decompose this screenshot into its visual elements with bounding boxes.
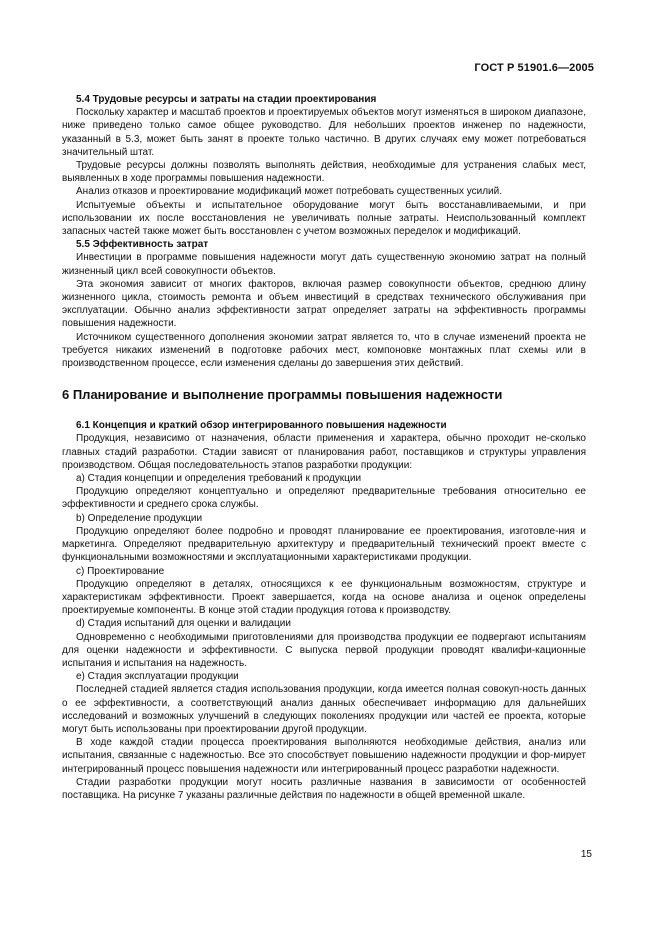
document-code-header: ГОСТ Р 51901.6—2005 (474, 62, 594, 74)
paragraph: Эта экономия зависит от многих факторов, включая размер совокупности объектов, среднюю длину жизненного цикла, стоимость ремонта и объем инвестиций в средствах технического обслуживания при эксплуатации. Обычно анализ эффективности затрат определяет затраты на эффективность программы повышения надежности. (62, 278, 586, 330)
stage-a-title: a) Стадия концепции и определения требований к продукции (76, 473, 362, 485)
paragraph: Испытуемые объекты и испытательное оборудование могут быть восстанавливаемыми, и при использовании их после восстановления не увеличивать полные затраты. Неиспользованный комплект запасных частей также может быть восстановлен с учетом возможных переделок и модификаций. (62, 199, 586, 238)
section-5-5-title: 5.5 Эффективность затрат (76, 239, 209, 251)
paragraph: Стадии разработки продукции могут носить различные названия в зависимости от особенностей поставщика. На рисунке 7 указаны различные действия по надежности в общей временной шкале. (62, 776, 586, 801)
paragraph: Источником существенного дополнения экономии затрат является то, что в случае изменений проекта не требуется никаких изменений в подготовке рабочих мест, компоновке монтажных плат схемы или в производственном процессе, если изменения сделаны до завершения этих действий. (62, 331, 586, 370)
stage-b-title: b) Определение продукции (76, 512, 203, 524)
paragraph: Одновременно с необходимыми приготовлениями для производства продукции ее подвергают испытаниям для оценки надежности и эффективности. С выпуска первой продукции проводят квалифи-кационные испытания и испытания на надежность. (62, 631, 586, 669)
paragraph: Продукцию определяют концептуально и определяют предварительные требования относительно ее эффективности и среднего срока службы. (62, 486, 586, 511)
stage-d-title: d) Стадия испытаний для оценки и валидации (76, 618, 291, 630)
paragraph: Анализ отказов и проектирование модификаций может потребовать существенных усилий. (76, 186, 503, 198)
stage-e-title: e) Стадия эксплуатации продукции (76, 671, 239, 683)
page-number: 15 (580, 849, 592, 860)
paragraph: Продукцию определяют более подробно и проводят планирование ее проектирования, изготовле-ния и маркетинга. Определяют предварительную архитектуру и предварительный технический проект вместе с функциональными возможностями и эксплуатационными характеристиками продукции. (62, 525, 586, 564)
paragraph: Продукция, независимо от назначения, области применения и характера, обычно проходит не-сколько главных стадий разработки. Стадии зависят от планирования работ, поставщиков и структуры управления производством. Общая последовательность этапов разработки продукции: (62, 433, 586, 471)
paragraph: В ходе каждой стадии процесса проектирования выполняются необходимые действия, анализ или испытания, связанные с надежностью. Все это способствует повышению надежности продукции и фор-мирует интегрированный процесс повышения надежности или интегрированный процесс разработки надежности. (62, 737, 586, 775)
paragraph: Продукцию определяют в деталях, относящихся к ее функциональным возможностям, структуре и характеристикам эффективности. Проект завершается, когда на основе анализа и оценок определены проектируемые компоненты. В конце этой стадии продукция готова к производству. (62, 578, 586, 617)
stage-c-title: c) Проектирование (76, 565, 165, 577)
section-6-heading: 6 Планирование и выполнение программы повышения надежности (62, 387, 503, 403)
section-5-4-title: 5.4 Трудовые ресурсы и затраты на стадии проектирования (76, 94, 377, 105)
paragraph: Инвестиции в программе повышения надежности могут дать существенную экономию затрат на полный жизненный цикл всей совокупности объектов. (62, 252, 586, 277)
paragraph: Последней стадией является стадия использования продукции, когда имеется полная совокуп-ность данных о ее эффективности, а соответствующий анализ данных обеспечивает информацию для дальнейших исследований и возможных улучшений в следующих поколениях продукции или частей ее проекта, которые могут быть использованы при проектировании другой продукции. (62, 684, 586, 735)
paragraph: Поскольку характер и масштаб проектов и проектируемых объектов могут изменяться в широком диапазоне, ниже приведено только самое общее руководство. Для небольших проектов инженер по надежности, указанный в 5.3, может быть занят в проекте только частично. В других случаях ему может потребоваться значительный штат. (62, 107, 586, 158)
section-6-1-title: 6.1 Концепция и краткий обзор интегрированного повышения надежности (76, 420, 447, 432)
paragraph: Трудовые ресурсы должны позволять выполнять действия, необходимые для устранения слабых мест, выявленных в ходе программы повышения надежности. (62, 160, 586, 185)
page-body (62, 93, 586, 802)
